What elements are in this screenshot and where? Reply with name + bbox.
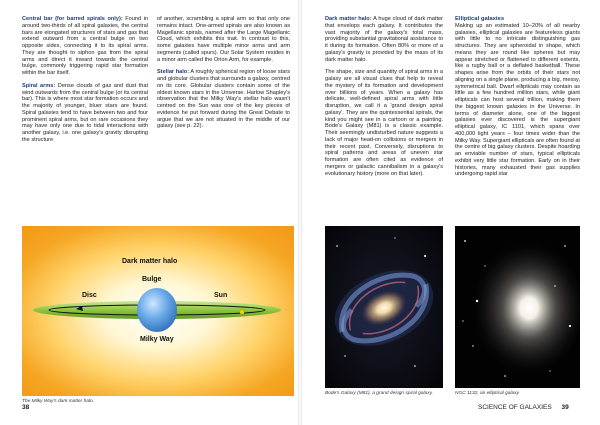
grand-design-paragraph: The shape, size and quantity of spiral arms in a galaxy are all visual clues that help to reveal the mystery of its formation and development over billions of years. When a galaxy has delicate, well-defined spiral arms with little disruption, we call it a 'grand design spiral galaxy'. They are the quintessential spirals, the kind you might see in a cartoon or a painting. Bode's Galaxy (M81) is a classic example. Their seemingly undisturbed nature suggests a lack of major head-on collisions or mergers in their recent past. Conversely, disruptions to spiral patterns and areas of uneven star formation are often cited as evidence of mergers or galactic cannibalism in a galaxy's evolutionary history (more on that later). <box>325 69 443 177</box>
label-disc: Disc <box>82 292 97 299</box>
running-footer <box>478 404 569 411</box>
galactic-bulge <box>137 288 177 332</box>
ngc1132-galaxy-image <box>455 226 580 388</box>
m81-galaxy-image <box>325 226 443 388</box>
right-page-number: 39 <box>561 404 569 411</box>
stellar-halo-text: A roughly spherical region of loose stars and globular clusters that surrounds a galaxy, centred on its core. Globular clusters contain some of the oldest known stars in the Universe. Harlow Shapley's observation that the Milky Way's stellar halo wasn't centred on the Sun was one of the key pieces of evidence he put forward during the Great Debate to argue that we are not situated in the middle of our galaxy (see p. 22). <box>157 69 290 130</box>
spiral-arms-paragraph <box>22 83 148 144</box>
stellar-halo-paragraph <box>157 69 290 130</box>
label-bulge: Bulge <box>142 276 162 283</box>
central-bar-text: Found in around two-thirds of all spiral galaxies, the central bars are elongated structures of stars and gas that extend outward from a central bulge on two opposite sides, connecting it to its spiral arms. They are thought to siphon gas from the spiral arms and direct it inward towards the central bulge, commonly triggering rapid star formation within the bar itself. <box>22 16 148 76</box>
ngc1132-caption: NGC 1132, an elliptical galaxy. <box>455 391 520 396</box>
left-column-2 <box>157 16 290 136</box>
left-column-1 <box>22 16 148 150</box>
central-bar-paragraph <box>22 16 148 77</box>
m81-caption: Bode's Galaxy (M81), a grand design spiral galaxy. <box>325 391 434 396</box>
elliptical-galaxies-heading: Elliptical galaxies <box>455 16 505 22</box>
term-stellar-halo: Stellar halo: <box>157 69 190 76</box>
m81-galaxy-photo <box>325 226 443 388</box>
term-central-bar: Central bar (for barred spirals only): <box>22 16 123 22</box>
page-number-left <box>22 404 29 411</box>
spiral-arms-text: Dense clouds of gas and dust that wind outwards from the central bulge (or its central bar). This is where most star formation occurs and the majority of younger, bluer stars are found. Spiral galaxies tend to have between two and four prominent spiral arms, but on rare occasions they may have only one due to tidal interactions with another galaxy, i.e. one galaxy's gravity disrupting the structure <box>22 82 148 143</box>
sun-marker-icon <box>240 310 244 314</box>
dark-matter-halo-text: A huge cloud of dark matter that envelops each galaxy. It contributes the vast majority of the galaxy's total mass, providing substantial gravitational assistance to it during its formation. Often 80% or more of a galaxy's gravity is provided by the mass of its dark matter halo. <box>325 16 443 63</box>
label-milky-way: Milky Way <box>140 336 174 343</box>
magellanic-paragraph: of another, scrambling a spiral arm so that only one remains intact. One-armed spirals are also known as Magellanic spirals, named after the Large Magellanic Cloud, which exhibits this trait. In contrast to this, some galaxies have multiple minor arms and arm segments (called spurs). Our Solar System resides in a minor arm called the Orion Arm, for example. <box>157 16 290 63</box>
term-spiral-arms: Spiral arms: <box>22 82 56 89</box>
halo-diagram-graphic <box>22 226 294 396</box>
left-page-number: 38 <box>22 404 30 411</box>
term-dark-matter-halo: Dark matter halo: <box>325 16 372 22</box>
ngc1132-galaxy-photo <box>455 226 580 388</box>
right-column-1 <box>325 16 443 183</box>
halo-caption: The Milky Way's dark matter halo. <box>22 399 95 404</box>
right-page <box>300 0 600 425</box>
right-column-2 <box>455 16 580 184</box>
label-sun: Sun <box>214 292 228 299</box>
dark-matter-halo-paragraph <box>325 16 443 63</box>
dark-matter-halo-diagram <box>22 226 294 396</box>
label-dark-matter-halo: Dark matter halo <box>122 258 178 265</box>
elliptical-paragraph: Making up an estimated 10–20% of all nearby galaxies, elliptical galaxies are featureless giants with little to no intricate distinguishing gas structures. They are spheroidal in shape, which means they are round like spheres but may appear stretched or flattened to different extents, like a rugby ball or a deflated basketball. These shapes arise from the orbits of their stars not aligning on a single plane, producing a big, messy, symmetrical ball. Dwarf ellipticals may contain as little as a few hundred million stars, while giant ellipticals can host several trillion, making them the biggest known galaxies in the Universe. In terms of diameter alone, one of the biggest galaxies ever discovered is the supergiant elliptical galaxy, IC 1101, which spans over 400,000 light years – four times wider than the Milky Way. Supergiant ellipticals are often found at the centre of big galaxy clusters. Despite hoarding an enviable number of stars, typical ellipticals exhibit very little star formation. Early on in their histories, many exhausted their gas supplies undergoing rapid star <box>455 22 580 178</box>
running-head: SCIENCE OF GALAXIES <box>478 404 552 411</box>
